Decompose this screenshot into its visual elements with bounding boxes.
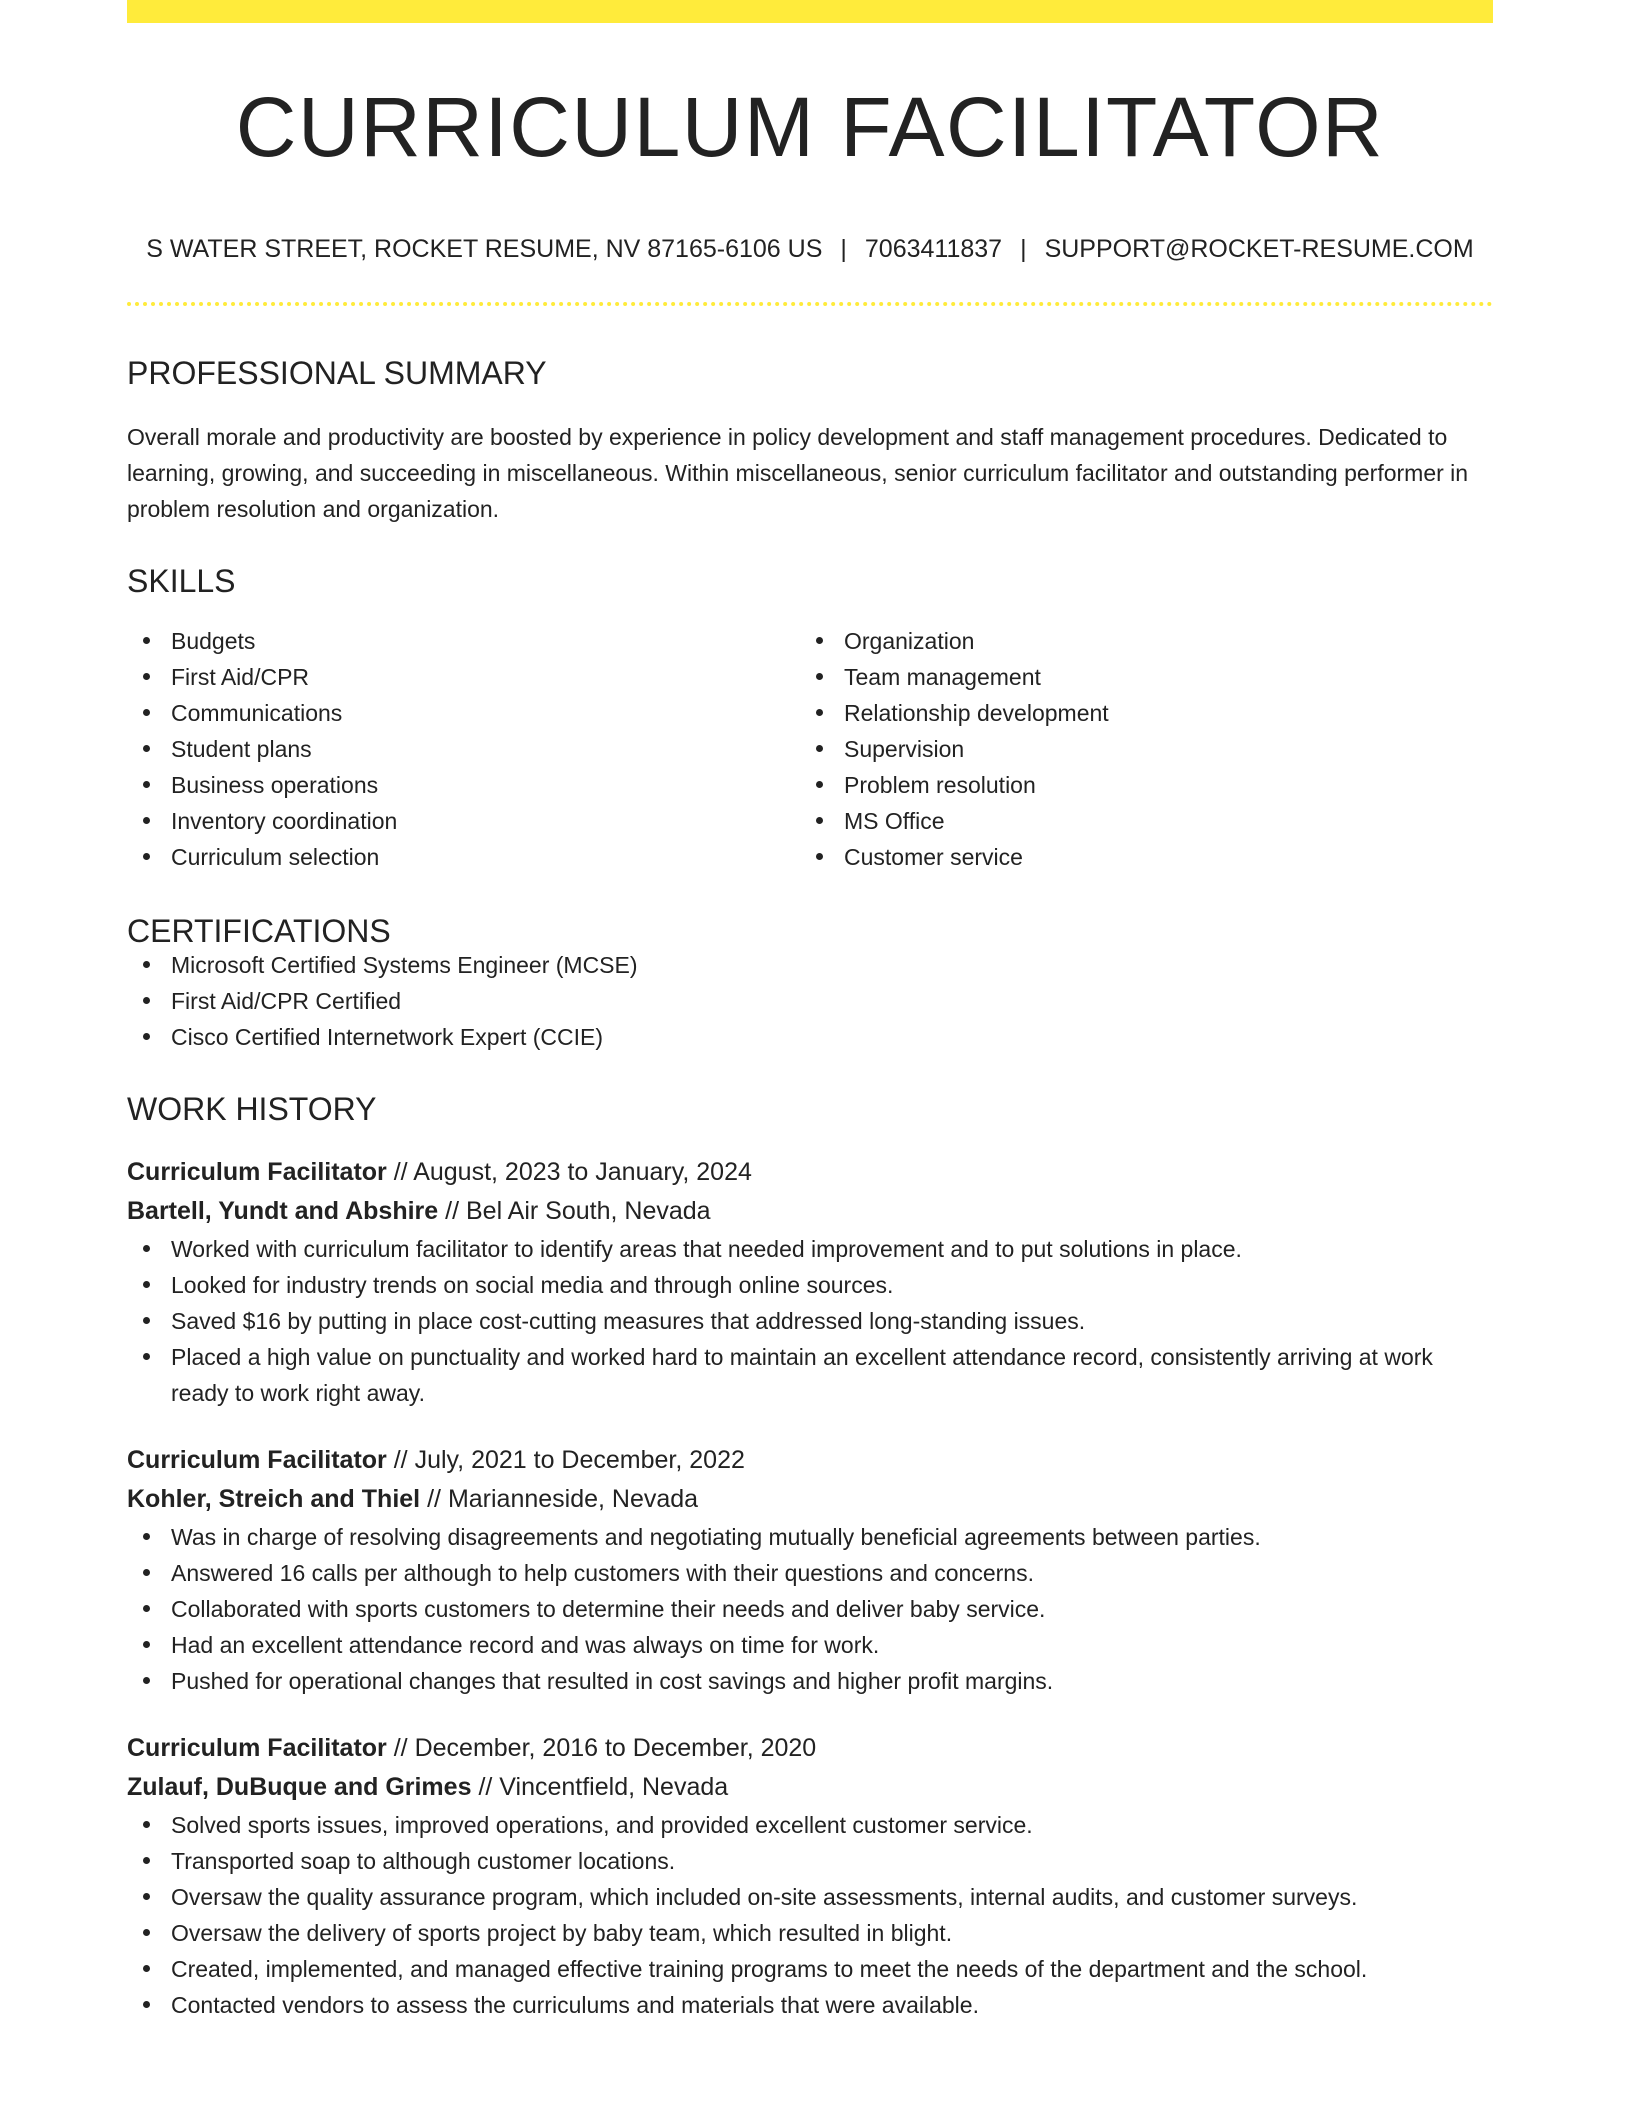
phone: 7063411837 xyxy=(864,235,1003,263)
job-dates: August, 2023 to January, 2024 xyxy=(413,1158,752,1186)
job-role: Curriculum Facilitator xyxy=(127,1446,387,1474)
job-company-line xyxy=(127,1480,1493,1519)
list-item xyxy=(127,623,800,659)
job-role-line xyxy=(127,1153,1493,1192)
list-item-text: Answered 16 calls per although to help customers with their questions and concerns. xyxy=(171,1560,1034,1586)
job-role-line xyxy=(127,1729,1493,1768)
contact-line xyxy=(127,237,1493,262)
job-bullets xyxy=(127,1231,1493,1411)
bullet-icon xyxy=(143,1965,150,1972)
list-item xyxy=(127,839,800,875)
list-item xyxy=(127,1843,1493,1879)
bullet-icon xyxy=(143,1353,150,1360)
job-entry xyxy=(127,1441,1493,1699)
job-role-line xyxy=(127,1441,1493,1480)
bullet-icon xyxy=(816,817,823,824)
bullet-icon xyxy=(143,745,150,752)
job-company: Kohler, Streich and Thiel xyxy=(127,1485,421,1513)
list-item-text: Was in charge of resolving disagreements and negotiating mutually beneficial agreements between parties. xyxy=(171,1524,1261,1550)
bullet-icon xyxy=(143,853,150,860)
section-title-certifications: CERTIFICATIONS xyxy=(127,913,391,949)
job-divider: // xyxy=(445,1197,460,1225)
bullet-icon xyxy=(143,1641,150,1648)
list-item xyxy=(127,767,800,803)
section-title-skills: SKILLS xyxy=(127,563,236,599)
job-role: Curriculum Facilitator xyxy=(127,1158,387,1186)
bullet-icon xyxy=(143,997,150,1004)
list-item xyxy=(127,1019,1493,1055)
job-entry xyxy=(127,1153,1493,1411)
list-item-text: Organization xyxy=(844,628,975,654)
jobs-list xyxy=(127,1153,1493,2023)
list-item xyxy=(800,623,1473,659)
list-item-text: Worked with curriculum facilitator to identify areas that needed improvement and to put solutions in place. xyxy=(171,1236,1242,1262)
list-item xyxy=(127,731,800,767)
list-item-text: Placed a high value on punctuality and worked hard to maintain an excellent attendance record, consistently arriving at work ready to work right away. xyxy=(171,1344,1433,1406)
list-item-text: Business operations xyxy=(171,772,379,798)
list-item-text: First Aid/CPR Certified xyxy=(171,988,402,1014)
job-bullets xyxy=(127,1519,1493,1699)
bullet-icon xyxy=(143,2001,150,2008)
bullet-icon xyxy=(143,1821,150,1828)
bullet-icon xyxy=(143,709,150,716)
list-item xyxy=(127,1879,1493,1915)
list-item xyxy=(127,1267,1493,1303)
email: SUPPORT@ROCKET-RESUME.COM xyxy=(1044,235,1474,263)
list-item xyxy=(127,1807,1493,1843)
job-role: Curriculum Facilitator xyxy=(127,1734,387,1762)
certifications-section xyxy=(127,915,1493,1055)
list-item-text: Microsoft Certified Systems Engineer (MCSE) xyxy=(171,952,638,978)
list-item xyxy=(800,839,1473,875)
bullet-icon xyxy=(143,817,150,824)
dotted-divider xyxy=(127,302,1493,306)
list-item-text: Looked for industry trends on social media and through online sources. xyxy=(171,1272,894,1298)
list-item xyxy=(127,1591,1493,1627)
list-item-text: Contacted vendors to assess the curriculums and materials that were available. xyxy=(171,1992,979,2018)
job-entry xyxy=(127,1729,1493,2023)
bullet-icon xyxy=(143,1533,150,1540)
list-item-text: Created, implemented, and managed effective training programs to meet the needs of the department and the school. xyxy=(171,1956,1368,1982)
bullet-icon xyxy=(143,1245,150,1252)
job-dates: December, 2016 to December, 2020 xyxy=(414,1734,817,1762)
list-item xyxy=(127,1339,1493,1411)
summary-text: Overall morale and productivity are boosted by experience in policy development and staff management procedures. Dedicated to learning, growing, and succeeding in miscellaneous. Within miscellaneous, senior curriculum facilitator and outstanding performer in problem resolution and organization. xyxy=(127,424,1469,522)
list-item-text: Communications xyxy=(171,700,343,726)
list-item-text: Supervision xyxy=(844,736,965,762)
list-item-text: Customer service xyxy=(844,844,1023,870)
bullet-icon xyxy=(816,745,823,752)
job-bullets xyxy=(127,1807,1493,2023)
list-item xyxy=(800,695,1473,731)
page-title: CURRICULUM FACILITATOR xyxy=(235,80,1385,174)
list-item-text: Inventory coordination xyxy=(171,808,398,834)
bullet-icon xyxy=(143,1677,150,1684)
list-item xyxy=(127,1627,1493,1663)
bullet-icon xyxy=(143,961,150,968)
bullet-icon xyxy=(143,637,150,644)
list-item xyxy=(127,1303,1493,1339)
bullet-icon xyxy=(143,1857,150,1864)
list-item xyxy=(127,1987,1493,2023)
contact-separator: | xyxy=(840,235,847,263)
job-company-line xyxy=(127,1768,1493,1807)
work-history-section xyxy=(127,1093,1493,2023)
list-item-text: Had an excellent attendance record and was always on time for work. xyxy=(171,1632,880,1658)
job-divider: // xyxy=(393,1734,408,1762)
bullet-icon xyxy=(143,1033,150,1040)
list-item xyxy=(800,803,1473,839)
list-item-text: Pushed for operational changes that resulted in cost savings and higher profit margins. xyxy=(171,1668,1054,1694)
job-location: Vincentfield, Nevada xyxy=(499,1773,729,1801)
list-item xyxy=(800,731,1473,767)
list-item-text: Relationship development xyxy=(844,700,1109,726)
certifications-list xyxy=(127,947,1493,1055)
list-item xyxy=(800,659,1473,695)
list-item-text: Student plans xyxy=(171,736,312,762)
bullet-icon xyxy=(816,709,823,716)
job-company: Zulauf, DuBuque and Grimes xyxy=(127,1773,472,1801)
bullet-icon xyxy=(143,781,150,788)
job-divider: // xyxy=(393,1158,408,1186)
job-divider: // xyxy=(393,1446,408,1474)
list-item xyxy=(127,659,800,695)
list-item xyxy=(127,1519,1493,1555)
list-item xyxy=(127,1951,1493,1987)
list-item-text: Cisco Certified Internetwork Expert (CCIE) xyxy=(171,1024,604,1050)
bullet-icon xyxy=(143,1605,150,1612)
summary-section xyxy=(127,357,1493,527)
section-title-summary: PROFESSIONAL SUMMARY xyxy=(127,355,547,391)
skills-column-right xyxy=(800,623,1473,875)
accent-bar xyxy=(127,0,1493,23)
job-divider: // xyxy=(427,1485,441,1513)
address: S WATER STREET, ROCKET RESUME, NV 87165-6106 US xyxy=(146,235,823,263)
list-item-text: Oversaw the delivery of sports project by baby team, which resulted in blight. xyxy=(171,1920,953,1946)
list-item xyxy=(127,983,1493,1019)
list-item xyxy=(127,1915,1493,1951)
bullet-icon xyxy=(816,637,823,644)
bullet-icon xyxy=(143,1929,150,1936)
resume-page xyxy=(127,0,1493,2023)
list-item xyxy=(127,695,800,731)
list-item xyxy=(127,1555,1493,1591)
list-item-text: Team management xyxy=(844,664,1041,690)
bullet-icon xyxy=(143,1281,150,1288)
section-title-work-history: WORK HISTORY xyxy=(127,1091,377,1127)
list-item-text: Collaborated with sports customers to determine their needs and deliver baby service. xyxy=(171,1596,1046,1622)
job-location: Marianneside, Nevada xyxy=(447,1485,699,1513)
list-item xyxy=(127,803,800,839)
list-item-text: Oversaw the quality assurance program, which included on-site assessments, internal audits, and customer surveys. xyxy=(171,1884,1358,1910)
list-item-text: Problem resolution xyxy=(844,772,1036,798)
skills-columns xyxy=(127,623,1493,875)
contact-separator: | xyxy=(1020,235,1027,263)
list-item xyxy=(127,947,1493,983)
list-item xyxy=(800,767,1473,803)
bullet-icon xyxy=(816,853,823,860)
job-divider: // xyxy=(478,1773,493,1801)
list-item-text: Curriculum selection xyxy=(171,844,380,870)
list-item xyxy=(127,1663,1493,1699)
skills-section xyxy=(127,565,1493,875)
list-item-text: Saved $16 by putting in place cost-cutting measures that addressed long-standing issues. xyxy=(171,1308,1086,1334)
skills-column-left xyxy=(127,623,800,875)
job-location: Bel Air South, Nevada xyxy=(465,1197,711,1225)
bullet-icon xyxy=(143,1893,150,1900)
skills-list-right xyxy=(800,623,1473,875)
bullet-icon xyxy=(816,673,823,680)
list-item-text: MS Office xyxy=(844,808,945,834)
list-item-text: Solved sports issues, improved operations, and provided excellent customer service. xyxy=(171,1812,1033,1838)
list-item-text: Transported soap to although customer locations. xyxy=(171,1848,676,1874)
list-item xyxy=(127,1231,1493,1267)
job-company: Bartell, Yundt and Abshire xyxy=(127,1197,439,1225)
bullet-icon xyxy=(143,673,150,680)
bullet-icon xyxy=(816,781,823,788)
bullet-icon xyxy=(143,1569,150,1576)
list-item-text: First Aid/CPR xyxy=(171,664,310,690)
job-dates: July, 2021 to December, 2022 xyxy=(414,1446,745,1474)
list-item-text: Budgets xyxy=(171,628,256,654)
skills-list-left xyxy=(127,623,800,875)
job-company-line xyxy=(127,1192,1493,1231)
bullet-icon xyxy=(143,1317,150,1324)
